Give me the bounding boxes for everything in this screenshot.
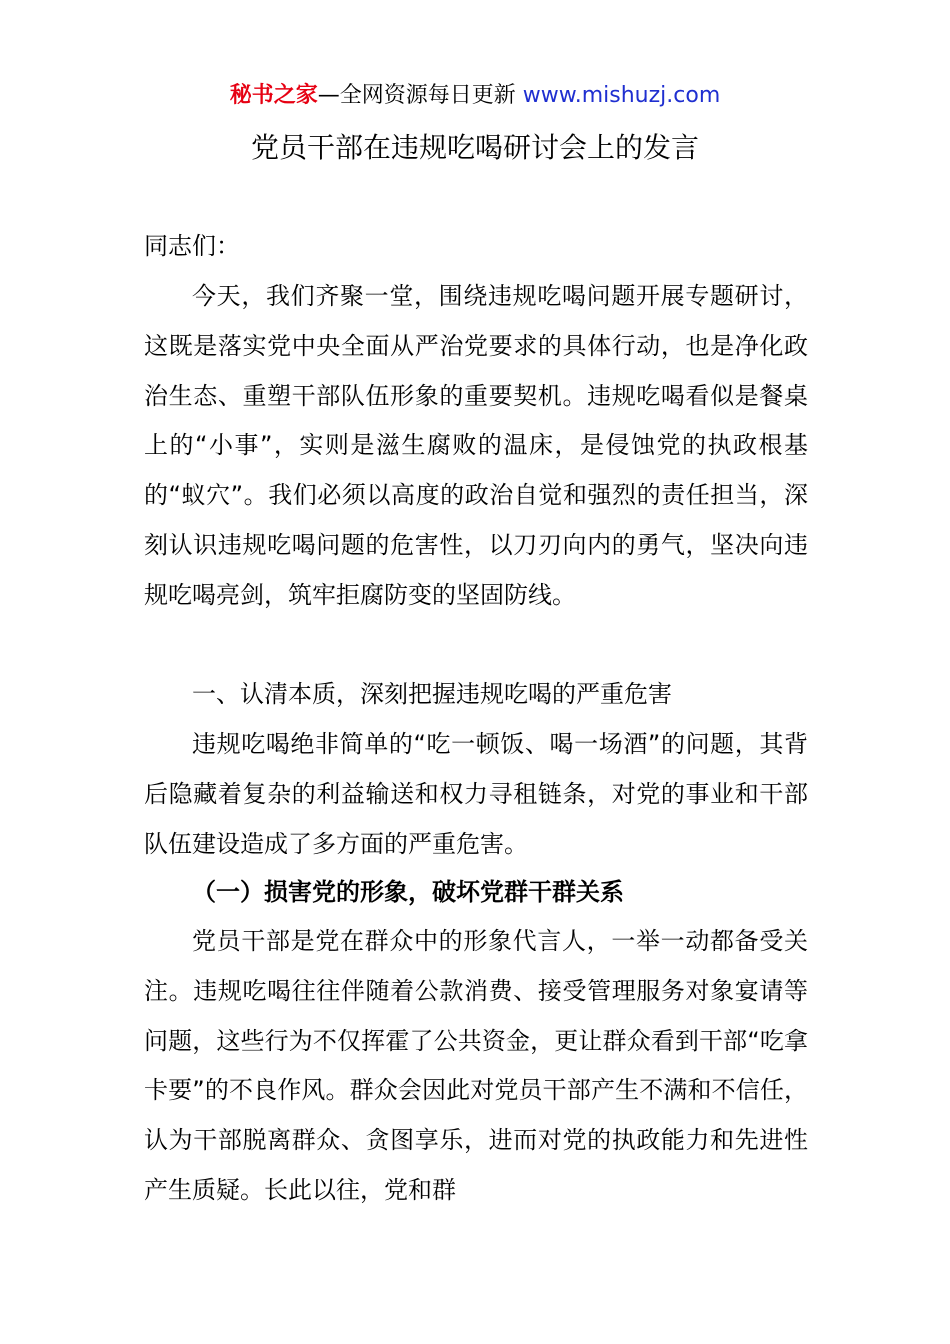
salutation: 同志们： <box>144 232 240 260</box>
section-heading: 一、认清本质，深刻把握违规吃喝的严重危害 <box>192 680 672 708</box>
subsection-heading: （一）损害党的形象，破坏党群干群关系 <box>192 878 624 906</box>
site-tagline: —全网资源每日更新 <box>317 83 516 108</box>
site-header <box>0 80 950 112</box>
intro-paragraph: 今天，我们齐聚一堂，围绕违规吃喝问题开展专题研讨，这既是落实党中央全面从严治党要求的具体行动，也是净化政治生态、重塑干部队伍形象的重要契机。违规吃喝看似是餐桌上的“小事”，实则是滋生腐败的温床，是侵蚀党的执政根基的“蚁穴”。我们必须以高度的政治自觉和强烈的责任担当，深刻认识违规吃喝问题的危害性，以刀刃向内的勇气，坚决向违规吃喝亮剑，筑牢拒腐防变的坚固防线。 <box>144 282 808 609</box>
site-brand: 秘书之家 <box>229 83 318 108</box>
section-paragraph: 违规吃喝绝非简单的“吃一顿饭、喝一场酒”的问题，其背后隐藏着复杂的利益输送和权力寻租链条，对党的事业和干部队伍建设造成了多方面的严重危害。 <box>144 730 808 858</box>
subsection-paragraph: 党员干部是党在群众中的形象代言人，一举一动都备受关注。违规吃喝往往伴随着公款消费、接受管理服务对象宴请等问题，这些行为不仅挥霍了公共资金，更让群众看到干部“吃拿卡要”的不良作风。群众会因此对党员干部产生不满和不信任，认为干部脱离群众、贪图享乐，进而对党的执政能力和先进性产生质疑。长此以往，党和群 <box>144 927 808 1204</box>
site-url-link[interactable]: www.mishuzj.com <box>522 83 721 108</box>
document-title: 党员干部在违规吃喝研讨会上的发言 <box>250 131 699 164</box>
